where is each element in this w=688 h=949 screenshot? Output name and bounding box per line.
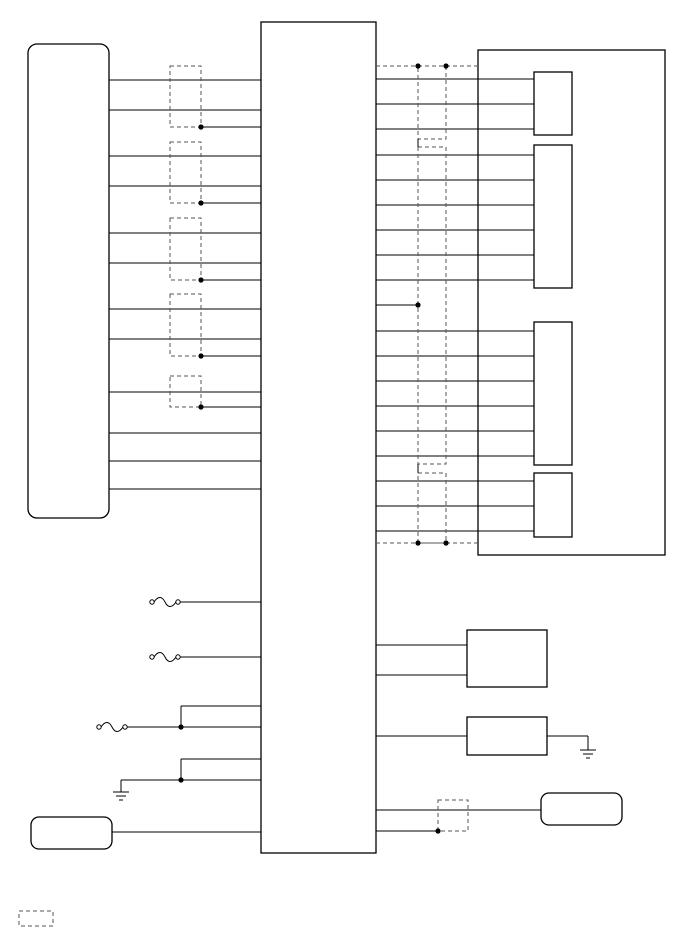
ground-icon (113, 759, 261, 800)
splice-dot-icon (415, 540, 420, 545)
center-ecu (261, 22, 376, 853)
splice-dot-icon (443, 63, 448, 68)
splice-dot-icon (435, 828, 440, 833)
splice-dot-icon (198, 124, 203, 129)
ground-component (467, 717, 547, 755)
shielded-wire-icon (19, 911, 53, 926)
splice-dot-icon (198, 200, 203, 205)
splice-dot-icon (443, 540, 448, 545)
fuse-icon (150, 598, 261, 607)
fuse-icon (97, 706, 261, 732)
splice-dot-icon (415, 302, 420, 307)
right-connector-4 (534, 473, 572, 537)
left-shield-group (170, 66, 204, 410)
relay-box (467, 630, 547, 687)
splice-dot-icon (415, 63, 420, 68)
ground-icon (580, 736, 596, 758)
splice-dot-icon (198, 353, 203, 358)
splice-dot-icon (198, 277, 203, 282)
right-small-module (541, 793, 622, 825)
left-small-module (31, 817, 112, 849)
splice-dot-icon (198, 404, 203, 409)
right-connector-3 (534, 322, 572, 465)
right-connector-2 (534, 145, 572, 288)
right-connector-1 (534, 72, 572, 135)
left-module (28, 44, 109, 518)
fuse-icon (150, 653, 261, 662)
left-wire-group (109, 80, 261, 489)
